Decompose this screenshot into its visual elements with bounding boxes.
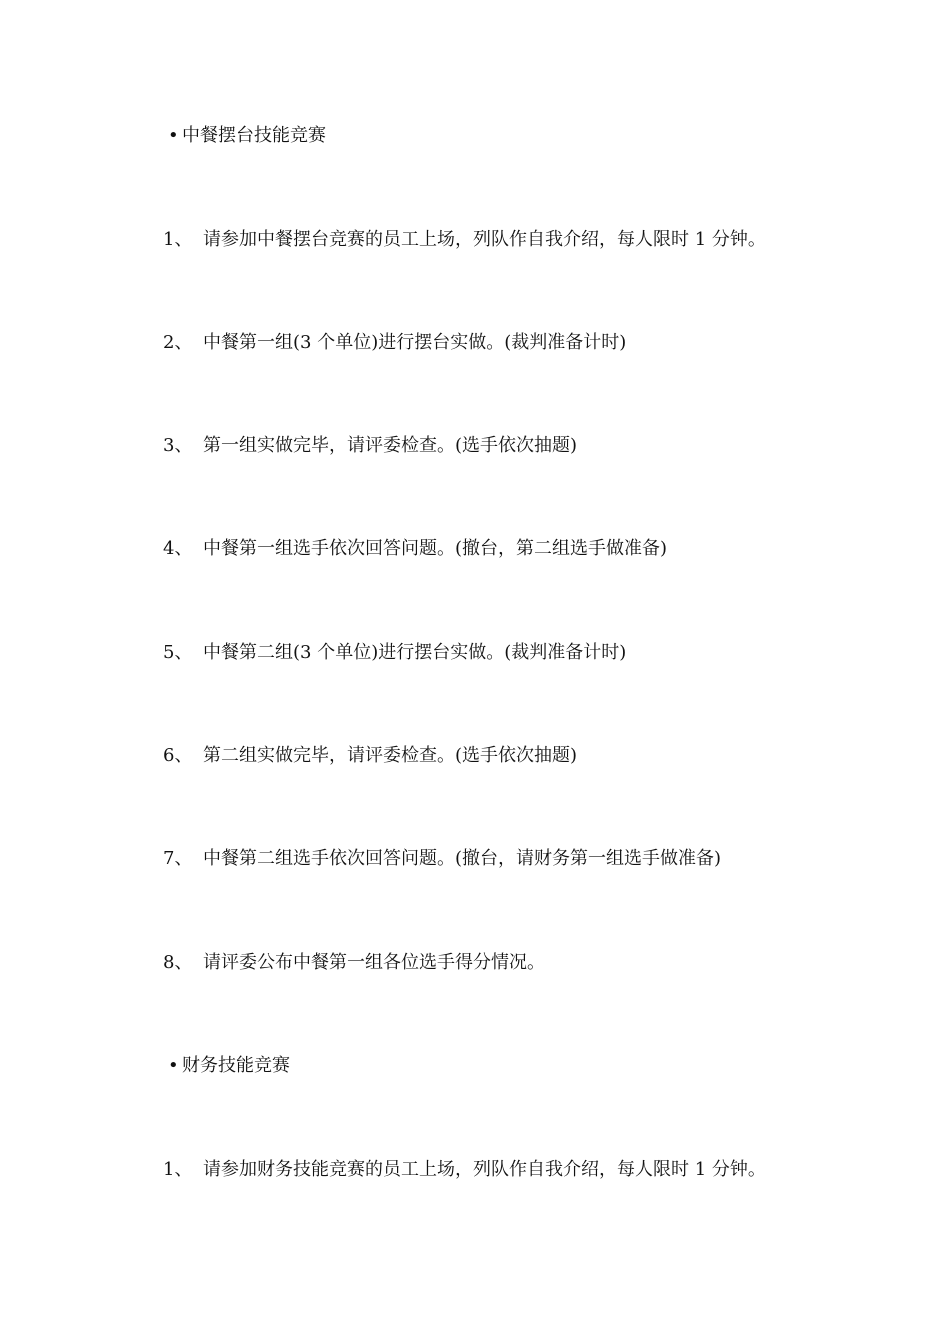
bullet-icon: •	[168, 1055, 179, 1076]
item-number: 7、	[163, 848, 193, 869]
item-number: 2、	[163, 332, 193, 353]
list-item	[163, 537, 667, 561]
section-heading-chinese-table-setting	[168, 124, 326, 148]
item-number: 6、	[163, 745, 193, 766]
item-text: 中餐第二组选手依次回答问题。(撤台，请财务第一组选手做准备)	[203, 848, 722, 869]
item-number: 1、	[163, 229, 193, 250]
list-item	[163, 951, 545, 975]
section-title: 财务技能竞赛	[182, 1055, 290, 1076]
list-item	[163, 434, 577, 458]
item-text: 请参加中餐摆台竞赛的员工上场，列队作自我介绍，每人限时 1 分钟。	[203, 229, 766, 250]
section-title: 中餐摆台技能竞赛	[182, 125, 326, 146]
item-text: 中餐第二组(3 个单位)进行摆台实做。(裁判准备计时)	[203, 642, 627, 663]
list-item	[163, 847, 721, 871]
list-item	[163, 641, 626, 665]
item-number: 5、	[163, 642, 193, 663]
item-text: 第二组实做完毕，请评委检查。(选手依次抽题)	[203, 745, 578, 766]
bullet-icon: •	[168, 125, 179, 146]
section-heading-finance	[168, 1054, 290, 1078]
list-item	[163, 1158, 766, 1182]
list-item	[163, 331, 626, 355]
list-item	[163, 744, 577, 768]
item-text: 中餐第一组(3 个单位)进行摆台实做。(裁判准备计时)	[203, 332, 627, 353]
item-number: 3、	[163, 435, 193, 456]
item-number: 8、	[163, 952, 193, 973]
item-text: 请评委公布中餐第一组各位选手得分情况。	[203, 952, 545, 973]
item-text: 第一组实做完毕，请评委检查。(选手依次抽题)	[203, 435, 578, 456]
list-item	[163, 228, 766, 252]
item-number: 1、	[163, 1159, 193, 1180]
item-number: 4、	[163, 538, 193, 559]
item-text: 请参加财务技能竞赛的员工上场，列队作自我介绍，每人限时 1 分钟。	[203, 1159, 766, 1180]
item-text: 中餐第一组选手依次回答问题。(撤台，第二组选手做准备)	[203, 538, 668, 559]
